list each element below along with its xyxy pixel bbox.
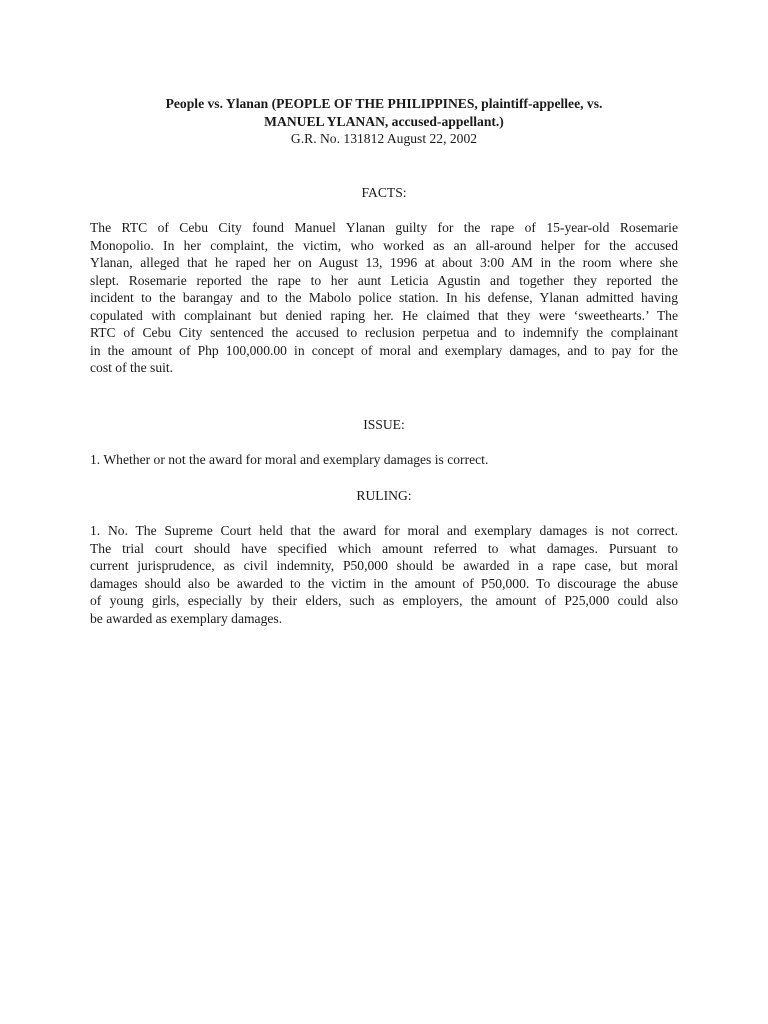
- facts-line: in the amount of Php 100,000.00 in concept of moral and exemplary damages, and to pay for the: [90, 342, 678, 358]
- case-title-block: [90, 95, 678, 148]
- facts-line: incident to the barangay and to the Mabolo police station. In his defense, Ylanan admitted having: [90, 290, 678, 305]
- facts-line: cost of the suit.: [90, 360, 174, 375]
- facts-line: copulated with complainant but denied raping her. He claimed that they were ‘sweethearts.’ The: [90, 307, 678, 323]
- issue-paragraph: [90, 451, 678, 469]
- facts-line: Ylanan, alleged that he raped her on August 13, 1996 at about 3:00 AM in the room where she: [90, 255, 678, 270]
- facts-line: The RTC of Cebu City found Manuel Ylanan guilty for the rape of 15-year-old Rosemarie: [90, 220, 678, 235]
- ruling-line: current jurisprudence, as civil indemnity, P50,000 should be awarded in a rape case, but moral: [90, 558, 678, 573]
- case-citation: G.R. No. 131812 August 22, 2002: [290, 131, 478, 146]
- facts-paragraph: [90, 219, 678, 377]
- ruling-paragraph: [90, 522, 678, 627]
- ruling-line: The trial court should have specified which amount referred to what damages. Pursuant to: [90, 540, 678, 556]
- case-title-line-2: MANUEL YLANAN, accused-appellant.): [264, 113, 504, 129]
- facts-line: slept. Rosemarie reported the rape to her aunt Leticia Agustin and together they reported the: [90, 272, 678, 288]
- ruling-line: 1. No. The Supreme Court held that the award for moral and exemplary damages is not correct.: [90, 523, 678, 538]
- facts-line: RTC of Cebu City sentenced the accused to reclusion perpetua and to indemnify the complainant: [90, 325, 678, 340]
- ruling-line: of young girls, especially by their elders, such as employers, the amount of P25,000 could also: [90, 593, 678, 608]
- case-title-line-1: People vs. Ylanan (PEOPLE OF THE PHILIPPINES, plaintiff-appellee, vs.: [165, 96, 603, 111]
- ruling-heading: RULING:: [356, 488, 412, 503]
- issue-heading: ISSUE:: [363, 417, 405, 432]
- issue-text: 1. Whether or not the award for moral and exemplary damages is correct.: [90, 452, 489, 467]
- facts-line: Monopolio. In her complaint, the victim, who worked as an all-around helper for the accused: [90, 237, 678, 253]
- ruling-line: damages should also be awarded to the victim in the amount of P50,000. To discourage the abuse: [90, 575, 678, 591]
- facts-heading: FACTS:: [361, 185, 407, 200]
- ruling-line: be awarded as exemplary damages.: [90, 610, 283, 626]
